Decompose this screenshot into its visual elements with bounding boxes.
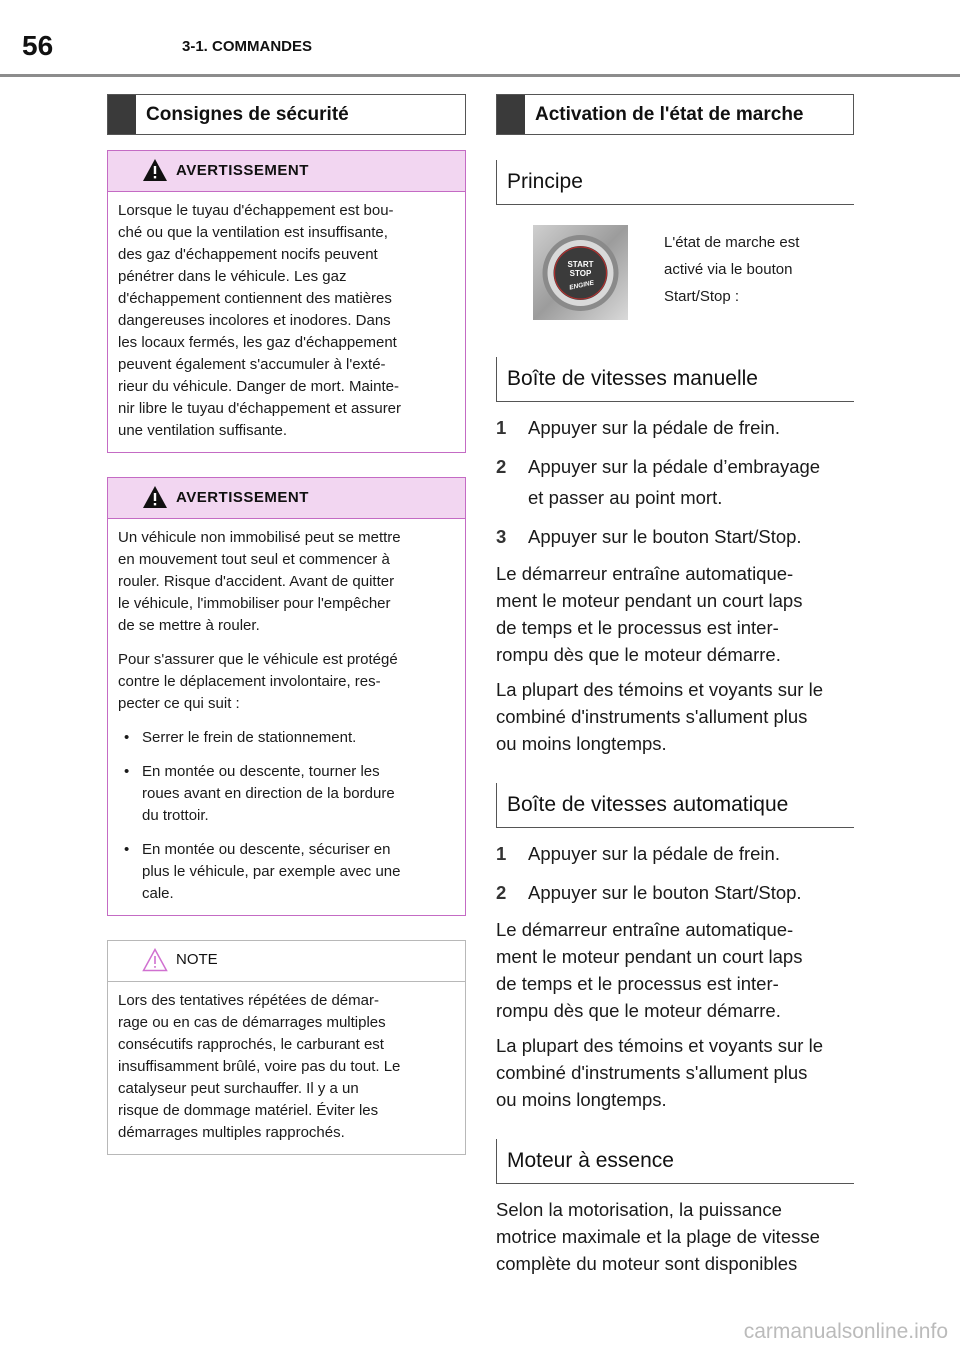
note-text xyxy=(118,990,455,1144)
step-number: 1 xyxy=(496,843,507,864)
note-label: NOTE xyxy=(176,951,218,968)
text-line: Lors des tentatives répétées de démar- xyxy=(118,992,379,1009)
text-line: consécutifs rapprochés, le carburant est xyxy=(118,1036,384,1053)
step-text xyxy=(528,521,802,552)
text-line: rage ou en cas de démarrages multiples xyxy=(118,1014,386,1031)
warning-label: AVERTISSEMENT xyxy=(176,489,309,506)
page-number: 56 xyxy=(22,30,54,61)
text-line: rompu dès que le moteur démarre. xyxy=(496,1000,781,1021)
text-line: ché ou que la ventilation est insuffisante, xyxy=(118,224,388,241)
header-divider xyxy=(0,74,960,77)
text-line: pecter ce qui suit : xyxy=(118,695,240,712)
text-line: du trottoir. xyxy=(142,807,209,824)
text-line: rieur du véhicule. Danger de mort. Mainte- xyxy=(118,378,399,395)
section-title: Consignes de sécurité xyxy=(146,103,349,125)
text-line: en mouvement tout seul et commencer à xyxy=(118,551,390,568)
warning-triangle-icon xyxy=(142,485,168,509)
list-item-text xyxy=(142,839,401,905)
text-line: ou moins longtemps. xyxy=(496,733,667,754)
warning-body xyxy=(108,519,465,915)
text-line: de temps et le processus est inter- xyxy=(496,617,779,638)
text-line: les locaux fermés, les gaz d'échappement xyxy=(118,334,397,351)
automatic-steps xyxy=(496,838,854,1113)
text-line: En montée ou descente, tourner les xyxy=(142,763,380,780)
text-line: plus le véhicule, par exemple avec une xyxy=(142,863,401,880)
note-header xyxy=(108,941,465,982)
warning-header xyxy=(108,478,465,519)
text-line: combiné d'instruments s'allument plus xyxy=(496,706,808,727)
step-text xyxy=(528,877,802,908)
text-line: complète du moteur sont disponibles xyxy=(496,1253,798,1274)
body-paragraph xyxy=(496,916,854,1024)
body-paragraph xyxy=(496,676,854,757)
text-line: motrice maximale et la plage de vitesse xyxy=(496,1226,820,1247)
start-stop-button-image xyxy=(533,225,628,320)
subheading-petrol-engine: Moteur à essence xyxy=(496,1139,854,1184)
step-item xyxy=(496,521,854,552)
section-marker xyxy=(497,95,525,134)
warning-box-rolling xyxy=(107,477,466,916)
body-paragraph xyxy=(496,560,854,668)
text-line: Appuyer sur la pédale de frein. xyxy=(528,843,780,864)
caution-triangle-icon xyxy=(142,948,168,972)
note-body xyxy=(108,982,465,1154)
text-line: combiné d'instruments s'allument plus xyxy=(496,1062,808,1083)
text-line: roues avant en direction de la bordure xyxy=(142,785,395,802)
step-text xyxy=(528,838,780,869)
step-number: 1 xyxy=(496,417,507,438)
warning-label: AVERTISSEMENT xyxy=(176,162,309,179)
bullet-marker: • xyxy=(124,763,130,780)
warning-header xyxy=(108,151,465,192)
text-line: Serrer le frein de stationnement. xyxy=(142,729,357,746)
text-line: Appuyer sur le bouton Start/Stop. xyxy=(528,526,802,547)
step-item xyxy=(496,877,854,908)
warning-box-exhaust xyxy=(107,150,466,453)
manual-steps xyxy=(496,412,854,757)
section-heading-safety xyxy=(107,94,466,135)
text-line: pénétrer dans le véhicule. Les gaz xyxy=(118,268,347,285)
text-line: démarrages multiples rapprochés. xyxy=(118,1124,345,1141)
chapter-title: 3-1. COMMANDES xyxy=(182,38,313,55)
text-line: En montée ou descente, sécuriser en xyxy=(142,841,391,858)
step-item xyxy=(496,451,854,513)
text-line: nir libre le tuyau d'échappement et assurer xyxy=(118,400,402,417)
warning-text xyxy=(118,527,455,637)
warning-text xyxy=(118,649,455,715)
step-text xyxy=(528,412,780,443)
step-number: 2 xyxy=(496,882,507,903)
text-line: Lorsque le tuyau d'échappement est bou- xyxy=(118,202,394,219)
text-line: catalyseur peut surchauffer. Il y a un xyxy=(118,1080,359,1097)
text-line: ment le moteur pendant un court laps xyxy=(496,946,803,967)
text-line: cale. xyxy=(142,885,174,902)
text-line: de temps et le processus est inter- xyxy=(496,973,779,994)
section-heading-activation xyxy=(496,94,854,135)
page-header xyxy=(0,0,960,80)
step-number: 2 xyxy=(496,456,507,477)
text-line: dangereuses incolores et inodores. Dans xyxy=(118,312,391,329)
text-line: peuvent également s'accumuler à l'exté- xyxy=(118,356,386,373)
figure-caption xyxy=(664,229,844,310)
list-item xyxy=(118,727,455,749)
text-line: ment le moteur pendant un court laps xyxy=(496,590,803,611)
engine-label: ENGINE xyxy=(568,279,595,292)
right-column xyxy=(496,94,854,1285)
text-line: le véhicule, l'immobiliser pour l'empêcher xyxy=(118,595,391,612)
text-line: Un véhicule non immobilisé peut se mettre xyxy=(118,529,401,546)
text-line: d'échappement contiennent des matières xyxy=(118,290,392,307)
text-line: Start/Stop : xyxy=(664,288,740,305)
step-text xyxy=(528,451,820,513)
note-box xyxy=(107,940,466,1155)
text-line: activé via le bouton xyxy=(664,261,793,278)
list-item-text xyxy=(142,727,356,749)
text-line: insuffisamment brûlé, voire pas du tout. Le xyxy=(118,1058,401,1075)
text-line: une ventilation suffisante. xyxy=(118,422,288,439)
warning-body xyxy=(108,192,465,452)
subheading-manual-gearbox: Boîte de vitesses manuelle xyxy=(496,357,854,402)
text-line: risque de dommage matériel. Éviter les xyxy=(118,1102,379,1119)
step-item xyxy=(496,412,854,443)
text-line: des gaz d'échappement nocifs peuvent xyxy=(118,246,378,263)
text-line: contre le déplacement involontaire, res- xyxy=(118,673,381,690)
text-line: La plupart des témoins et voyants sur le xyxy=(496,1035,824,1056)
start-stop-button-icon xyxy=(533,225,628,320)
text-line: rouler. Risque d'accident. Avant de quitter xyxy=(118,573,395,590)
watermark: carmanualsonline.info xyxy=(743,1320,948,1343)
start-button-figure xyxy=(496,205,854,355)
left-column xyxy=(107,94,466,1155)
text-line: Le démarreur entraîne automatique- xyxy=(496,563,794,584)
stop-label: STOP xyxy=(569,269,592,278)
warning-text xyxy=(118,200,455,442)
subheading-automatic-gearbox: Boîte de vitesses automatique xyxy=(496,783,854,828)
text-line: La plupart des témoins et voyants sur le xyxy=(496,679,824,700)
body-paragraph xyxy=(496,1032,854,1113)
subheading-principe: Principe xyxy=(496,160,854,205)
text-line: Selon la motorisation, la puissance xyxy=(496,1199,782,1220)
text-line: L'état de marche est xyxy=(664,234,800,251)
text-line: ou moins longtemps. xyxy=(496,1089,667,1110)
text-line: Appuyer sur la pédale d’embrayage xyxy=(528,456,821,477)
text-line: Le démarreur entraîne automatique- xyxy=(496,919,794,940)
start-label: START xyxy=(567,260,594,269)
text-line: Pour s'assurer que le véhicule est protégé xyxy=(118,651,398,668)
list-item xyxy=(118,839,455,905)
list-item xyxy=(118,761,455,827)
bullet-marker: • xyxy=(124,841,130,858)
section-marker xyxy=(108,95,136,134)
text-line: Appuyer sur la pédale de frein. xyxy=(528,417,780,438)
body-paragraph xyxy=(496,1196,854,1277)
bullet-marker: • xyxy=(124,729,130,746)
section-title: Activation de l'état de marche xyxy=(535,103,804,125)
step-number: 3 xyxy=(496,526,507,547)
text-line: rompu dès que le moteur démarre. xyxy=(496,644,781,665)
step-item xyxy=(496,838,854,869)
warning-triangle-icon xyxy=(142,158,168,182)
text-line: Appuyer sur le bouton Start/Stop. xyxy=(528,882,802,903)
text-line: de se mettre à rouler. xyxy=(118,617,260,634)
list-item-text xyxy=(142,761,395,827)
text-line: et passer au point mort. xyxy=(528,487,723,508)
